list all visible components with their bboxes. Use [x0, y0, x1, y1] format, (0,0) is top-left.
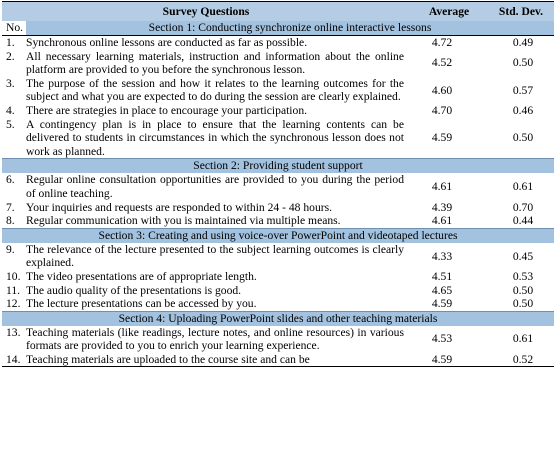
item-number: 12.: [6, 297, 21, 311]
item-question: The audio quality of the presentations is good.: [26, 283, 242, 297]
item-average: 4.61: [431, 214, 453, 228]
item-std-dev: 0.50: [512, 297, 534, 311]
item-std-dev: 0.49: [512, 36, 534, 49]
item-number: 4.: [6, 103, 15, 117]
table-row: [2, 326, 554, 353]
item-average: 4.59: [431, 297, 453, 311]
survey-table: [2, 1, 554, 367]
item-question: Regular communication with you is maintained via multiple means.: [26, 214, 341, 228]
table-row: [2, 297, 554, 311]
item-average: 4.65: [431, 283, 453, 297]
item-std-dev: 0.70: [512, 200, 534, 214]
item-average: 4.52: [431, 56, 453, 70]
survey-table-container: [2, 1, 554, 452]
section-title: Section 2: Providing student support: [2, 159, 554, 174]
item-std-dev: 0.50: [512, 56, 534, 70]
header-std-dev: Std. Dev.: [488, 2, 554, 22]
item-question: A contingency plan is in place to ensure that the learning contents can be delivered to students in circumstances in which the synchronous lesson does not work as planned.: [26, 117, 404, 158]
header-average: Average: [410, 2, 488, 22]
item-average: 4.39: [431, 200, 453, 214]
item-average: 4.61: [431, 180, 453, 194]
table-row: [2, 270, 554, 284]
item-std-dev: 0.61: [512, 180, 534, 194]
item-number: 7.: [6, 200, 15, 214]
section-header-row: [2, 228, 554, 243]
item-average: 4.51: [431, 269, 453, 283]
item-std-dev: 0.57: [512, 83, 534, 97]
table-row: [2, 77, 554, 104]
section-title: Section 3: Creating and using voice-over PowerPoint and videotaped lectures: [2, 228, 554, 243]
table-body: [2, 21, 554, 367]
item-question: The purpose of the session and how it relates to the learning outcomes for the subject and what you are expected to do during the session are clearly explained.: [26, 76, 404, 104]
item-number: 14.: [6, 352, 21, 366]
item-number: 8.: [6, 214, 15, 228]
item-question: Regular online consultation opportunities are provided to you during the period of online teaching.: [26, 173, 404, 200]
item-question: Teaching materials are uploaded to the course site and can be: [26, 352, 310, 366]
section-header-row: [2, 311, 554, 326]
item-average: 4.53: [431, 332, 453, 346]
item-std-dev: 0.53: [512, 269, 534, 283]
table-row: [2, 173, 554, 200]
table-row: [2, 353, 554, 367]
section-title: Section 1: Conducting synchronize online interactive lessons: [26, 21, 554, 36]
item-question: Your inquiries and requests are responded to within 24 - 48 hours.: [26, 200, 333, 214]
item-question: Synchronous online lessons are conducted as far as possible.: [26, 36, 308, 49]
header-survey-questions: Survey Questions: [2, 2, 410, 22]
table-row: [2, 50, 554, 77]
item-std-dev: 0.61: [512, 332, 534, 346]
item-number: 2.: [6, 49, 15, 63]
item-average: 4.33: [431, 249, 453, 263]
item-number: 1.: [6, 36, 15, 49]
item-question: The lecture presentations can be accessed by you.: [26, 297, 257, 311]
item-std-dev: 0.44: [512, 214, 534, 228]
item-question: The video presentations are of appropriate length.: [26, 269, 257, 283]
section-header-row: [2, 21, 554, 36]
item-std-dev: 0.45: [512, 249, 534, 263]
no-column-label: No.: [2, 21, 26, 36]
item-question: Teaching materials (like readings, lecture notes, and online resources) in various formats are provided to you to enrich your learning experience.: [26, 325, 404, 353]
item-std-dev: 0.50: [512, 283, 534, 297]
item-question: All necessary learning materials, instruction and information about the online platform are provided to you before the synchronous lesson.: [26, 49, 404, 77]
table-row: [2, 36, 554, 50]
item-average: 4.70: [431, 103, 453, 117]
item-number: 3.: [6, 76, 15, 90]
item-std-dev: 0.50: [512, 131, 534, 145]
item-number: 6.: [6, 173, 15, 187]
table-row: [2, 284, 554, 298]
table-row: [2, 243, 554, 270]
table-row: [2, 118, 554, 159]
item-number: 10.: [6, 269, 21, 283]
table-header-row: [2, 2, 554, 22]
item-std-dev: 0.46: [512, 103, 534, 117]
item-number: 5.: [6, 117, 15, 131]
item-average: 4.59: [431, 131, 453, 145]
item-question: The relevance of the lecture presented to the subject learning outcomes is clearly explained.: [26, 242, 404, 270]
item-average: 4.72: [431, 36, 453, 49]
item-average: 4.59: [431, 352, 453, 366]
section-header-row: [2, 159, 554, 174]
item-question: There are strategies in place to encourage your participation.: [26, 103, 308, 117]
table-row: [2, 214, 554, 228]
item-average: 4.60: [431, 83, 453, 97]
item-number: 9.: [6, 242, 15, 256]
item-number: 13.: [6, 325, 21, 339]
item-number: 11.: [6, 283, 21, 297]
section-title: Section 4: Uploading PowerPoint slides and other teaching materials: [2, 311, 554, 326]
item-std-dev: 0.52: [512, 352, 534, 366]
table-row: [2, 104, 554, 118]
table-row: [2, 201, 554, 215]
